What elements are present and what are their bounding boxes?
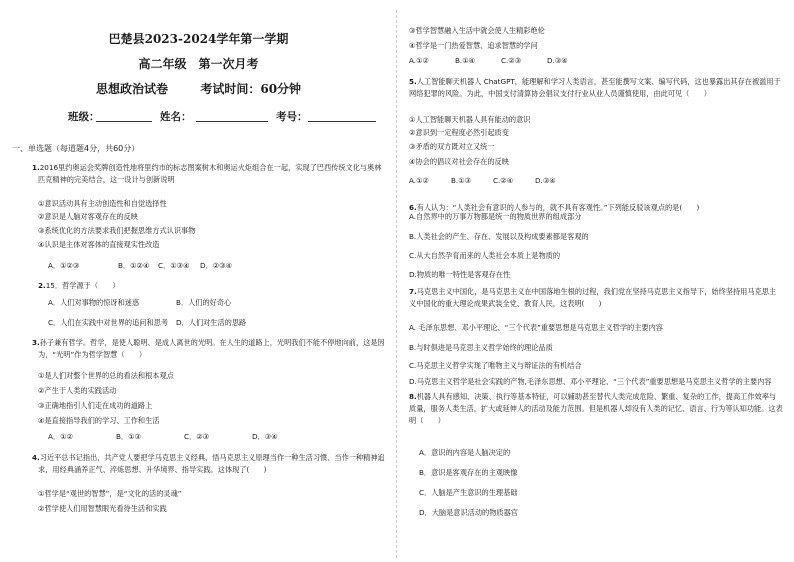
q1-choice-b[interactable]: B．①②④ bbox=[118, 261, 150, 270]
question-text: 机器人具有感知、决策、执行等基本特征，可以辅助甚至替代人类完成危险、繁重、复杂的工作，提高工作效率与质量，服务人类生活，扩大或延伸人的活动及能力范围。但是机器人却没有人类的记忆、语言、行为等认知功能。这表明（ ） bbox=[409, 392, 783, 425]
q4-option-2: ②哲学使人们用智慧眼光看待生活和实践 bbox=[38, 504, 167, 513]
q2-choice-c[interactable]: C．人们在实践中对世界的追问和思考 bbox=[48, 318, 169, 327]
q3-choice-d[interactable]: D．③④ bbox=[252, 432, 278, 441]
question-number: 4. bbox=[32, 453, 40, 462]
q4-choice-a[interactable]: A.①② bbox=[409, 56, 429, 65]
exam-title: 巴楚县2023-2024学年第一学期 bbox=[108, 32, 289, 46]
q2-choice-d[interactable]: D．人们对生活的思路 bbox=[176, 318, 247, 327]
q5-option-3: ③矛盾的双方既对立又统一 bbox=[409, 142, 495, 151]
q4-choice-b[interactable]: B.①④ bbox=[455, 56, 476, 65]
q5-option-2: ②意识到一定程度必然引起质变 bbox=[409, 128, 509, 137]
q7-choice-b[interactable]: B.与时俱进是马克思主义哲学始终的理论品质 bbox=[409, 343, 553, 352]
question-number: 1. bbox=[32, 163, 40, 172]
question-2 bbox=[38, 281, 120, 290]
q4-choice-c[interactable]: C.②③ bbox=[501, 56, 522, 65]
question-text: 15．哲学源于（ ） bbox=[45, 281, 120, 290]
column-divider bbox=[396, 10, 398, 558]
subject-time-line bbox=[0, 80, 397, 97]
q6-choice-d[interactable]: D.物质的唯一特性是客观存在性 bbox=[409, 270, 511, 279]
question-5 bbox=[409, 76, 783, 100]
question-text: 2016里约奥运会奖牌创造性地将里约市的标志图案树木和奥运火炬组合在一起，实现了巴西传统文化与奥林匹克精神的完美结合，这一设计与创新说明 bbox=[38, 163, 382, 184]
q1-choice-c[interactable]: C．①③④ bbox=[158, 261, 190, 270]
q7-choice-a[interactable]: A. 毛泽东思想、邓小平理论、“三个代表”重要思想是马克思主义哲学的主要内容 bbox=[409, 323, 663, 332]
subject-label: 思想政治试卷 bbox=[95, 82, 168, 96]
q3-option-4: ④是直接指导我们的学习、工作和生活 bbox=[38, 416, 160, 425]
q5-option-4: ④协会的倡议对社会存在的反映 bbox=[409, 157, 509, 166]
question-text: 习近平总书记指出，共产党人要把学马克思主义经典、悟马克思主义原理当作一种生活习惯、当作一种精神追求，用经典涵养正气、淬炼思想、升华境界、指导实践。这体现了( ) bbox=[38, 453, 385, 474]
grade-line: 高二年级 第一次月考 bbox=[138, 57, 259, 71]
q7-choice-c[interactable]: C.马克思主义哲学实现了唯物主义与辩证法的有机结合 bbox=[409, 361, 582, 370]
q8-choice-d[interactable]: D．大脑是意识活动的物质器官 bbox=[419, 508, 518, 517]
q5-choice-b[interactable]: B.①③ bbox=[451, 176, 472, 185]
question-8 bbox=[409, 391, 783, 427]
class-label: 班级： bbox=[68, 111, 100, 123]
question-number: 5. bbox=[409, 77, 417, 86]
q6-choice-c[interactable]: C.从大自然孕育而来的人类社会本质上是物质的 bbox=[409, 251, 561, 260]
q5-option-1: ①人工智能聊天机器人具有能动的意识 bbox=[409, 115, 531, 124]
q4-choice-d[interactable]: D.③④ bbox=[547, 56, 568, 65]
q2-choice-a[interactable]: A．人们对事物的惊讶和迷惑 bbox=[48, 298, 140, 307]
question-number: 6. bbox=[409, 203, 417, 212]
question-number: 8. bbox=[409, 392, 417, 401]
q4-option-1: ①哲学是“观世的智慧”，是“文化的活的灵魂” bbox=[38, 489, 182, 498]
q3-option-1: ①是人们对整个世界的总的看法和根本观点 bbox=[38, 371, 174, 380]
q1-choice-d[interactable]: D．②③④ bbox=[200, 261, 233, 270]
q3-option-2: ②产生于人类的实践活动 bbox=[38, 386, 117, 395]
q1-option-2: ②意识是人脑对客观存在的反映 bbox=[38, 212, 138, 221]
q5-choice-c[interactable]: C.②④ bbox=[493, 176, 514, 185]
q2-choice-b[interactable]: B．人们的好奇心 bbox=[176, 298, 232, 307]
q1-option-4: ④认识是主体对客体的直接观实性改造 bbox=[38, 240, 160, 249]
id-field[interactable] bbox=[308, 121, 376, 122]
q5-choice-a[interactable]: A.①② bbox=[409, 176, 429, 185]
q8-choice-b[interactable]: B．意识是客观存在的主观映像 bbox=[419, 468, 518, 477]
section-heading: 一、单选题（每道题4分，共60分） bbox=[12, 144, 140, 153]
name-field[interactable] bbox=[196, 121, 268, 122]
name-label: 姓名： bbox=[160, 111, 192, 123]
q1-option-3: ③系统优化的方法要求我们把握思维方式认识事物 bbox=[38, 226, 196, 235]
question-text: 有人认为：“人类社会有意识的人参与的，就不具有客观性。”下列能反驳该观点的是( ) bbox=[416, 203, 700, 212]
question-number: 2. bbox=[38, 281, 46, 290]
q3-option-3: ③正确地指引人们走在成功的道路上 bbox=[38, 401, 153, 410]
class-field[interactable] bbox=[96, 121, 152, 122]
question-number: 7. bbox=[409, 287, 417, 296]
q5-choice-d[interactable]: D.③④ bbox=[535, 176, 556, 185]
question-4 bbox=[32, 452, 386, 476]
q6-choice-b[interactable]: B.人类社会的产生、存在、发展以及构成要素都是客观的 bbox=[409, 232, 589, 241]
q3-choice-c[interactable]: C．②③ bbox=[184, 432, 210, 441]
q8-choice-c[interactable]: C．人脑是产生意识的生理基础 bbox=[419, 488, 518, 497]
question-7 bbox=[409, 286, 783, 310]
question-text: 人工智能聊天机器人 ChatGPT，能理解和学习人类语言，甚至能撰写文案、编写代码，这也暴露出其存在被滥用于网络犯罪的风险。为此，中国支付清算协会倡议支付行业从业人员谨慎使用，由此可见（ ） bbox=[409, 77, 781, 98]
question-text: 孙子兼有哲学。哲学，是使人聪明、是成人离世的光明。在人生的道路上，光明我们不能不停地向前，这是因为，“光明”作为哲学智慧（ ） bbox=[38, 338, 385, 359]
question-1 bbox=[32, 162, 386, 186]
q4-option-4: ④哲学是一门热爱智慧、追求智慧的学问 bbox=[409, 41, 538, 50]
q1-choice-a[interactable]: A．①②③ bbox=[48, 261, 80, 270]
question-number: 3. bbox=[32, 338, 40, 347]
q6-choice-a[interactable]: A.自然界中的万事万物都是统一的物质世界的组成部分 bbox=[409, 212, 582, 221]
q3-choice-b[interactable]: B．①③ bbox=[116, 432, 142, 441]
q8-choice-a[interactable]: A．意识的内容是人脑决定的 bbox=[419, 448, 511, 457]
q3-choice-a[interactable]: A．①② bbox=[48, 432, 73, 441]
q1-option-1: ①意识活动具有主动创造性和自觉选择性 bbox=[38, 199, 167, 208]
question-6 bbox=[409, 203, 699, 212]
id-label: 考号： bbox=[276, 111, 308, 123]
question-3 bbox=[32, 337, 386, 361]
question-text: 马克思主义中国化，是马克思主义在中国落地生根的过程，我们党在坚持马克思主义指导下，始终坚持用马克思主义中国化的重大理论成果武装全党、教育人民，这表明( ) bbox=[409, 287, 777, 308]
q4-option-3: ③哲学智慧融入生活中就会使人生精彩绝伦 bbox=[409, 26, 545, 35]
q7-choice-d[interactable]: D.马克思主义哲学是社会实践的产物,毛泽东思想、邓小平理论、“三个代表”重要思想是马克思主义哲学的主要内容 bbox=[409, 377, 772, 386]
exam-time: 考试时间：60分钟 bbox=[200, 82, 302, 96]
